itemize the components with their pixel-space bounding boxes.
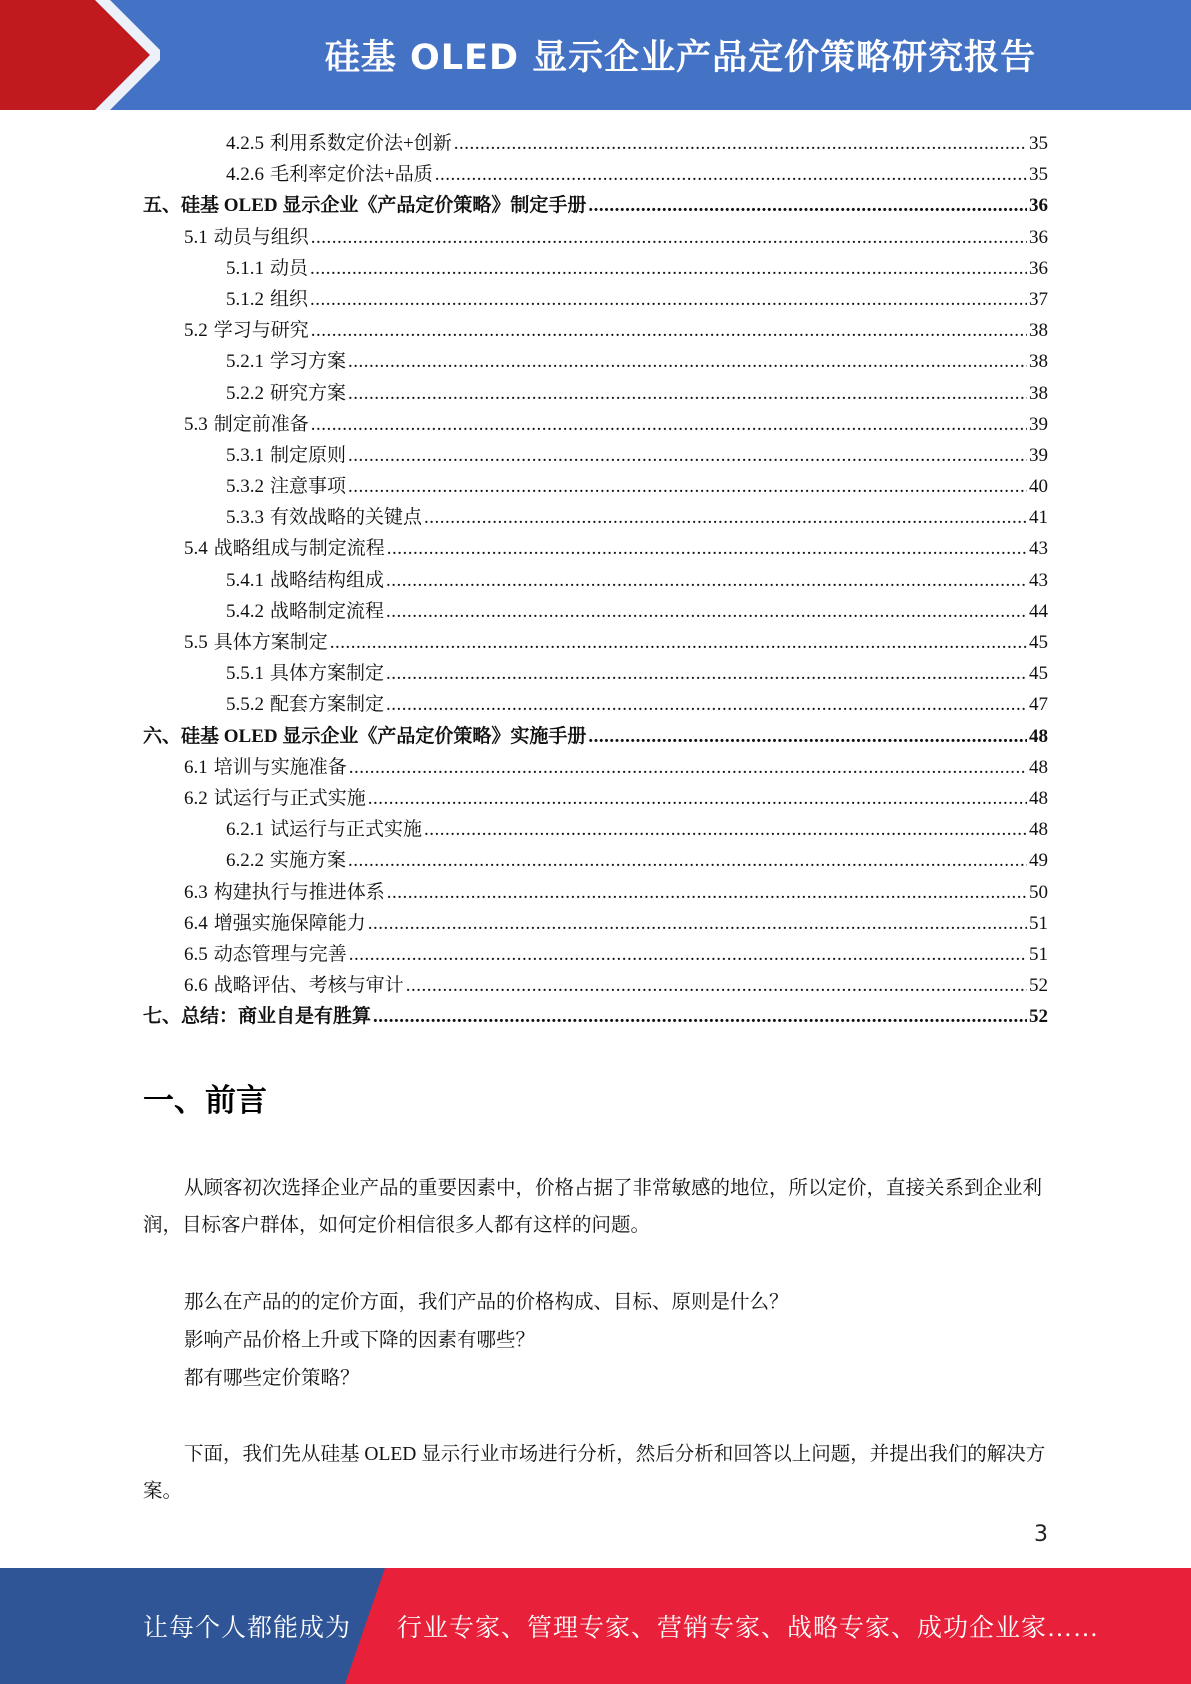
toc-dot-leader	[348, 378, 1027, 409]
toc-entry-number: 5.1.1	[226, 257, 264, 279]
toc-entry-number: 6.5	[184, 943, 208, 965]
toc-entry-title: 研究方案	[270, 382, 347, 404]
toc-dot-leader	[373, 1001, 1027, 1032]
toc-entry-title: 动员	[270, 257, 309, 279]
toc-dot-leader	[310, 253, 1027, 284]
toc-entry-page: 38	[1029, 351, 1048, 373]
toc-entry-number: 5.3.3	[226, 507, 264, 529]
toc-entry-title: 具体方案制定	[270, 663, 385, 685]
toc-dot-leader	[387, 533, 1027, 564]
toc-entry[interactable]	[143, 440, 1048, 471]
toc-dot-leader	[311, 315, 1027, 346]
toc-entry[interactable]	[143, 190, 1048, 221]
toc-entry[interactable]	[143, 565, 1048, 596]
toc-entry-page: 35	[1029, 164, 1048, 186]
toc-entry[interactable]	[143, 970, 1048, 1001]
toc-entry-title: 增强实施保障能力	[213, 912, 366, 934]
toc-entry-page: 37	[1029, 288, 1048, 310]
toc-entry-page: 48	[1029, 725, 1048, 747]
toc-dot-leader	[311, 222, 1027, 253]
toc-entry-title: 利用系数定价法+创新	[270, 133, 452, 154]
toc-entry[interactable]	[143, 533, 1048, 564]
toc-entry-number: 5.5.1	[226, 663, 264, 685]
toc-entry-title: 动态管理与完善	[213, 943, 347, 965]
toc-entry[interactable]	[143, 409, 1048, 440]
toc-entry-title: 制定原则	[270, 444, 347, 466]
toc-dot-leader	[435, 159, 1027, 190]
analysis-paragraph: 下面，我们先从硅基 OLED 显示行业市场进行分析，然后分析和回答以上问题，并提出我们的解决方案。	[143, 1444, 1046, 1502]
toc-entry-title: 毛利率定价法+品质	[270, 164, 433, 186]
toc-entry-number: 6.2.2	[226, 850, 264, 872]
header-arrow-icon	[0, 0, 160, 110]
toc-entry-title: 战略组成与制定流程	[213, 538, 385, 560]
question-line-2: 影响产品价格上升或下降的因素有哪些？	[184, 1330, 536, 1351]
toc-entry-page: 36	[1029, 195, 1048, 217]
toc-entry-page: 38	[1029, 382, 1048, 404]
toc-entry-number: 6.4	[184, 912, 208, 934]
toc-entry-number: 6.3	[184, 881, 208, 903]
toc-dot-leader	[348, 346, 1027, 377]
toc-entry-page: 52	[1029, 975, 1048, 997]
toc-entry-title: 构建执行与推进体系	[213, 881, 385, 903]
toc-dot-leader	[387, 877, 1027, 908]
toc-dot-leader	[349, 752, 1027, 783]
toc-entry[interactable]	[143, 627, 1048, 658]
toc-dot-leader	[386, 596, 1027, 627]
footer-slogan-left: 让每个人都能成为	[143, 1615, 352, 1642]
toc-entry-number: 5.1	[184, 226, 208, 248]
toc-entry-page: 48	[1029, 787, 1048, 809]
toc-dot-leader	[424, 814, 1027, 845]
toc-entry[interactable]	[143, 315, 1048, 346]
toc-entry[interactable]	[143, 128, 1048, 159]
page-number: 3	[1034, 1522, 1048, 1547]
table-of-contents	[143, 128, 1048, 1032]
toc-entry-number: 6.6	[184, 975, 208, 997]
toc-entry-page: 38	[1029, 320, 1048, 342]
toc-entry-page: 50	[1029, 881, 1048, 903]
toc-entry-page: 39	[1029, 413, 1048, 435]
toc-entry[interactable]	[143, 752, 1048, 783]
toc-entry-number: 4.2.6	[226, 164, 264, 186]
page-footer	[0, 1568, 1191, 1684]
toc-entry-title: 七、总结：商业自是有胜算	[143, 1006, 372, 1028]
toc-entry[interactable]	[143, 253, 1048, 284]
toc-entry[interactable]	[143, 658, 1048, 689]
toc-entry[interactable]	[143, 908, 1048, 939]
toc-entry-number: 5.4.2	[226, 600, 264, 622]
toc-dot-leader	[424, 502, 1027, 533]
toc-entry[interactable]	[143, 939, 1048, 970]
toc-entry-title: 试运行与正式实施	[270, 819, 423, 841]
toc-entry-page: 36	[1029, 226, 1048, 248]
toc-entry-number: 5.1.2	[226, 288, 264, 310]
toc-entry[interactable]	[143, 471, 1048, 502]
toc-entry-title: 战略结构组成	[270, 569, 385, 591]
toc-dot-leader	[348, 845, 1027, 876]
toc-entry-title: 组织	[270, 288, 309, 310]
toc-entry-page: 45	[1029, 663, 1048, 685]
toc-entry-page: 39	[1029, 444, 1048, 466]
toc-entry-page: 43	[1029, 569, 1048, 591]
toc-entry-page: 41	[1029, 507, 1048, 529]
toc-entry-number: 4.2.5	[226, 133, 264, 154]
toc-entry[interactable]	[143, 721, 1048, 752]
toc-entry-title: 六、硅基 OLED 显示企业《产品定价策略》实施手册	[143, 725, 587, 747]
toc-entry[interactable]	[143, 159, 1048, 190]
toc-dot-leader	[588, 721, 1027, 752]
question-line-3: 都有哪些定价策略？	[184, 1368, 360, 1389]
toc-entry-title: 学习方案	[270, 351, 347, 373]
footer-slogan-right: 行业专家、管理专家、营销专家、战略专家、成功企业家……	[397, 1615, 1100, 1642]
toc-entry-number: 6.1	[184, 756, 208, 778]
toc-dot-leader	[368, 783, 1027, 814]
intro-paragraph: 从顾客初次选择企业产品的重要因素中，价格占据了非常敏感的地位，所以定价，直接关系到企业利润，目标客户群体，如何定价相信很多人都有这样的问题。	[143, 1178, 1043, 1236]
toc-entry-title: 动员与组织	[213, 226, 309, 248]
toc-dot-leader	[311, 409, 1027, 440]
toc-entry[interactable]	[143, 222, 1048, 253]
toc-dot-leader	[349, 939, 1027, 970]
toc-entry-page: 49	[1029, 850, 1048, 872]
toc-dot-leader	[348, 471, 1027, 502]
toc-dot-leader	[588, 190, 1027, 221]
toc-entry[interactable]	[143, 596, 1048, 627]
toc-entry[interactable]	[143, 877, 1048, 908]
toc-entry[interactable]	[143, 378, 1048, 409]
toc-dot-leader	[454, 128, 1027, 159]
toc-entry-title: 有效战略的关键点	[270, 507, 423, 529]
toc-entry[interactable]	[143, 689, 1048, 720]
toc-entry-title: 战略评估、考核与审计	[213, 975, 404, 997]
toc-entry-number: 5.2.2	[226, 382, 264, 404]
question-line-1: 那么在产品的的定价方面，我们产品的价格构成、目标、原则是什么？	[184, 1292, 789, 1313]
toc-entry[interactable]	[143, 845, 1048, 876]
toc-entry-number: 5.4.1	[226, 569, 264, 591]
toc-entry-title: 注意事项	[270, 476, 347, 498]
toc-entry-page: 36	[1029, 257, 1048, 279]
toc-entry-page: 43	[1029, 538, 1048, 560]
toc-entry-page: 47	[1029, 694, 1048, 716]
toc-entry-title: 培训与实施准备	[213, 756, 347, 778]
toc-entry-page: 48	[1029, 756, 1048, 778]
toc-entry-title: 学习与研究	[213, 320, 309, 342]
toc-dot-leader	[330, 627, 1027, 658]
toc-entry-page: 44	[1029, 600, 1048, 622]
toc-dot-leader	[310, 284, 1027, 315]
section-title: 一、前言	[143, 1083, 267, 1119]
toc-dot-leader	[406, 970, 1027, 1001]
toc-entry[interactable]	[143, 284, 1048, 315]
toc-dot-leader	[368, 908, 1027, 939]
toc-entry-number: 5.5	[184, 632, 208, 653]
toc-entry-number: 5.3.2	[226, 476, 264, 498]
toc-entry-page: 40	[1029, 476, 1048, 498]
toc-entry-number: 5.5.2	[226, 694, 264, 716]
toc-dot-leader	[386, 658, 1027, 689]
toc-entry-page: 51	[1029, 943, 1048, 965]
toc-entry-title: 配套方案制定	[270, 694, 385, 716]
page-header	[0, 0, 1191, 110]
toc-entry-title: 五、硅基 OLED 显示企业《产品定价策略》制定手册	[143, 195, 587, 217]
toc-entry-number: 6.2	[184, 787, 208, 809]
toc-entry[interactable]	[143, 1001, 1048, 1032]
toc-dot-leader	[348, 440, 1027, 471]
toc-entry-page: 45	[1029, 632, 1048, 653]
toc-entry[interactable]	[143, 783, 1048, 814]
toc-entry[interactable]	[143, 346, 1048, 377]
toc-entry-page: 51	[1029, 912, 1048, 934]
toc-entry-page: 35	[1029, 133, 1048, 154]
toc-entry-title: 实施方案	[270, 850, 347, 872]
toc-entry-title: 试运行与正式实施	[213, 787, 366, 809]
document-title: 硅基 OLED 显示企业产品定价策略研究报告	[324, 38, 1037, 78]
toc-entry-number: 5.3.1	[226, 444, 264, 466]
toc-entry-title: 战略制定流程	[270, 600, 385, 622]
toc-entry-number: 6.2.1	[226, 819, 264, 841]
toc-entry-number: 5.4	[184, 538, 208, 560]
toc-entry-page: 48	[1029, 819, 1048, 841]
toc-entry-title: 制定前准备	[213, 413, 309, 435]
toc-entry[interactable]	[143, 502, 1048, 533]
toc-entry-number: 5.2.1	[226, 351, 264, 373]
toc-dot-leader	[386, 689, 1027, 720]
toc-entry-number: 5.3	[184, 413, 208, 435]
toc-entry-title: 具体方案制定	[213, 632, 328, 653]
toc-entry-number: 5.2	[184, 320, 208, 342]
toc-entry[interactable]	[143, 814, 1048, 845]
toc-entry-page: 52	[1029, 1006, 1048, 1028]
toc-dot-leader	[386, 565, 1027, 596]
